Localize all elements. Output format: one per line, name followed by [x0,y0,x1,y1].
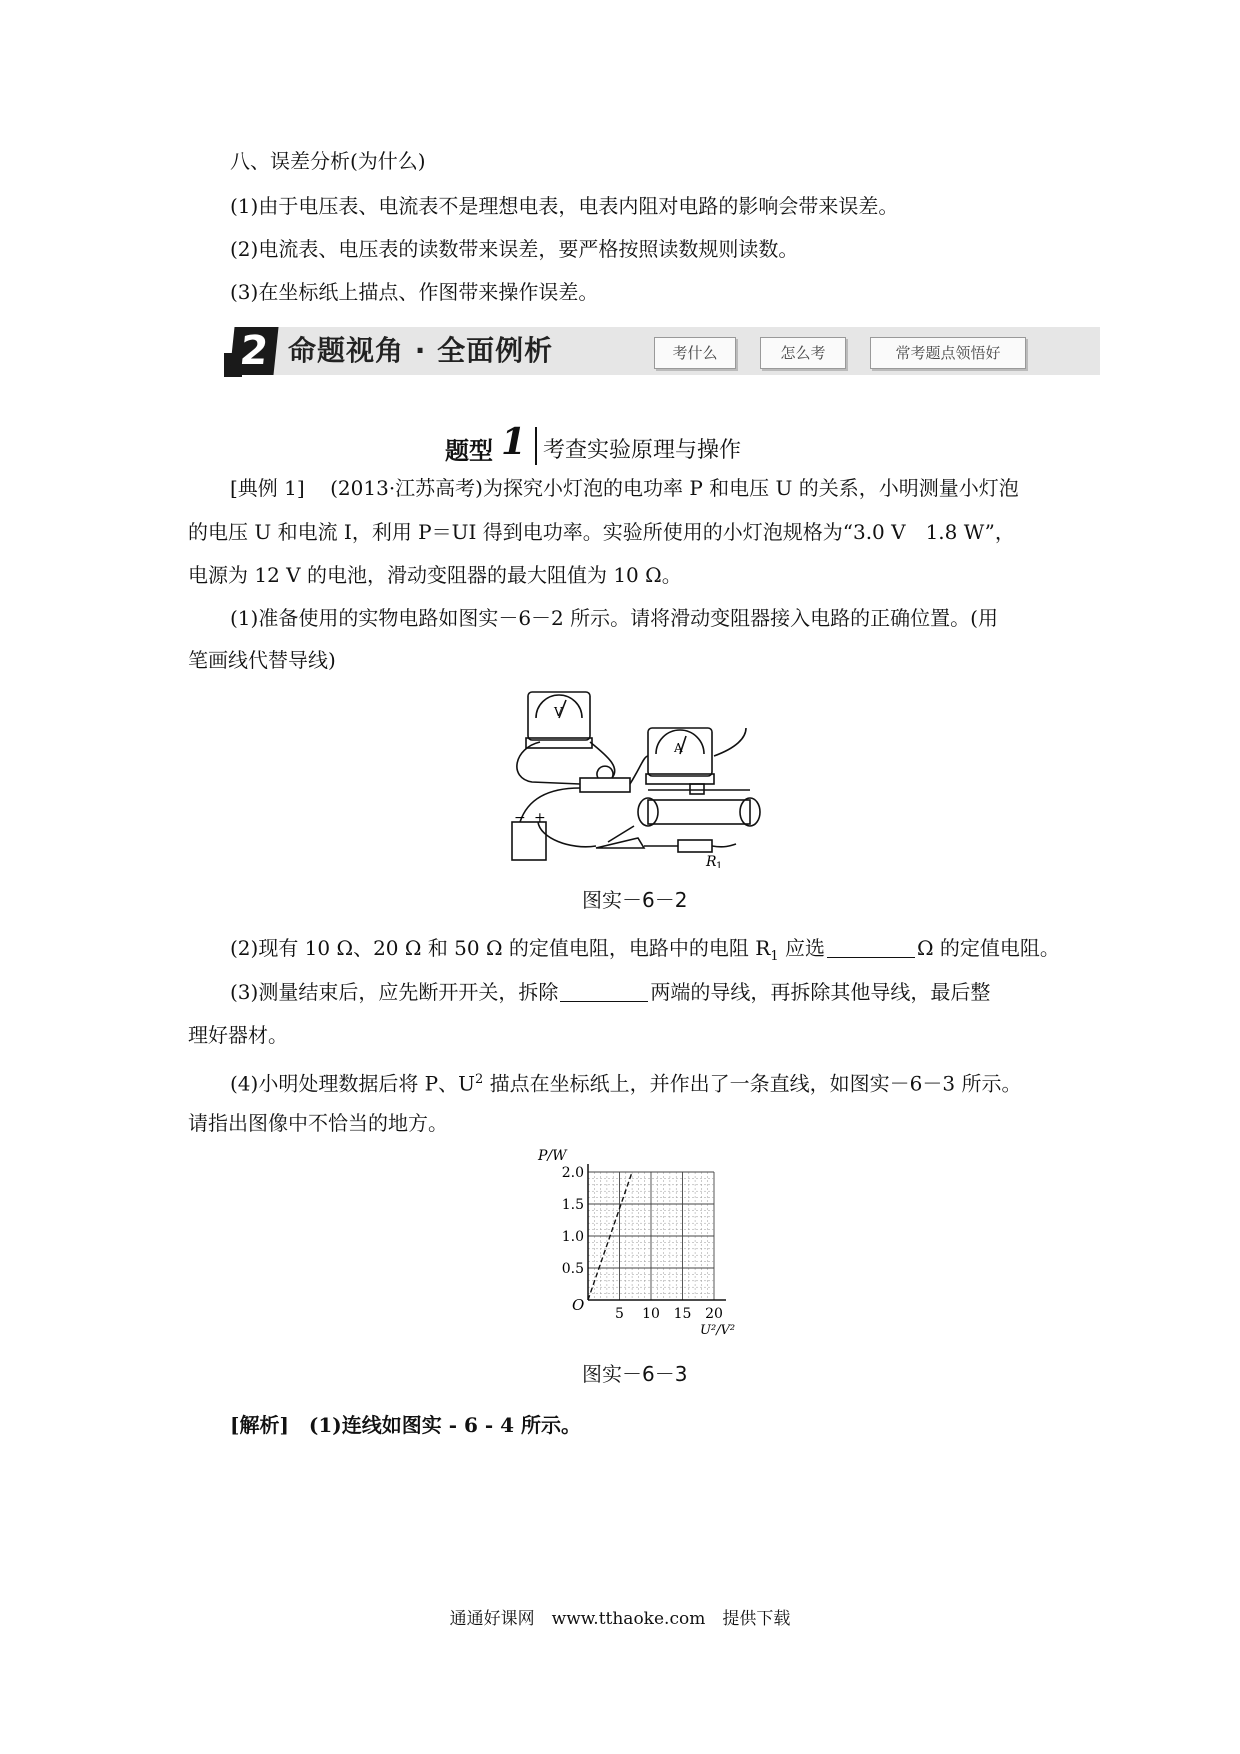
question-type-number: 1 [501,421,527,463]
question-type-title: 考查实验原理与操作 [543,438,742,463]
answer-blank-2[interactable] [827,937,915,958]
answer-blank-3[interactable] [560,981,648,1002]
error-item-2: (2)电流表、电压表的读数带来误差，要严格按照读数规则读数。 [230,237,799,261]
footer: 通通好课网 www.tthaoke.com 提供下载 [449,1609,791,1629]
resistor-label-sub: 1 [716,861,723,868]
y-tick-label: 1.5 [561,1197,584,1213]
question-2-subscript: 1 [770,949,779,964]
battery-plus-label: + [534,810,546,826]
question-4-text-a: (4)小明处理数据后将 P、U [230,1071,475,1096]
x-axis-label: U²/V² [700,1323,736,1338]
chart-grid [588,1172,714,1300]
question-4-text-b: 描点在坐标纸上，并作出了一条直线，如图实－6－3 所示。 [483,1071,1022,1096]
lamp-board [580,778,630,792]
section-banner [236,327,1100,375]
question-type-label: 题型 [445,437,493,465]
rheostat-slider [690,784,704,794]
lamp-bulb [597,766,613,778]
x-tick-label: 15 [673,1306,692,1322]
circuit-figure [510,678,780,868]
example-line-3: 电源为 12 V 的电池，滑动变阻器的最大阻值为 10 Ω。 [188,563,682,587]
example-tag: [典例 1] [230,476,305,500]
error-item-3: (3)在坐标纸上描点、作图带来操作误差。 [230,280,599,304]
power-voltage-chart [520,1142,770,1342]
switch [596,838,644,848]
figure-1-caption: 图实－6－2 [582,888,688,912]
y-tick-label: 1.0 [561,1229,584,1245]
tab-what-to-test[interactable]: 考什么 [654,337,736,369]
resistor-label: R [706,854,717,868]
voltmeter-label: V [554,705,563,719]
banner-number: 2 [229,327,278,375]
tab-common-points[interactable]: 常考题点领悟好 [870,337,1026,369]
example-text-1: 为探究小灯泡的电功率 P 和电压 U 的关系，小明测量小灯泡 [483,476,1019,500]
question-3-line-1 [230,978,990,1006]
question-2-text-c: Ω 的定值电阻。 [916,936,1060,960]
question-2-text-b: 应选 [778,936,825,960]
figure-2-caption: 图实－6－3 [582,1362,688,1386]
question-4-line-2: 请指出图像中不恰当的地方。 [188,1111,448,1135]
x-tick-label: 5 [615,1306,624,1322]
battery-minus-label: − [514,810,526,826]
question-3-text-a: (3)测量结束后，应先断开开关，拆除 [230,980,559,1004]
question-1-line-2: 笔画线代替导线) [188,648,336,672]
x-tick-label: 10 [642,1306,660,1322]
error-item-1: (1)由于电压表、电流表不是理想电表，电表内阻对电路的影响会带来误差。 [230,194,899,218]
solution-text: [解析] (1)连线如图实 - 6 - 4 所示。 [230,1413,582,1437]
question-4-superscript: 2 [475,1072,484,1087]
example-source: (2013·江苏高考) [330,476,483,500]
question-3-line-2: 理好器材。 [188,1023,288,1047]
question-1-line-1: (1)准备使用的实物电路如图实－6－2 所示。请将滑动变阻器接入电路的正确位置。(用 [230,606,998,630]
y-tick-label: 0.5 [561,1261,584,1277]
y-axis-label: P/W [538,1148,567,1164]
question-2-text-a: (2)现有 10 Ω、20 Ω 和 50 Ω 的定值电阻，电路中的电阻 R [230,936,771,960]
x-tick-label: 20 [705,1306,723,1322]
banner-title: 命题视角 · 全面例析 [288,334,554,367]
example-line-2: 的电压 U 和电流 I，利用 P＝UI 得到电功率。实验所使用的小灯泡规格为“3.0 V 1.8 W”， [188,520,1015,544]
y-tick-label: 2.0 [561,1165,584,1181]
resistor-r1 [678,840,712,852]
origin-label: O [572,1296,585,1314]
battery [512,822,546,860]
tab-how-to-test[interactable]: 怎么考 [760,337,846,369]
question-4-line-1 [230,1066,1021,1098]
rheostat-coil [648,800,750,824]
question-3-text-b: 两端的导线，再拆除其他导线，最后整 [650,980,991,1004]
example-line-1 [230,474,1019,502]
heading-divider [535,427,537,465]
question-2 [230,934,1060,971]
error-analysis-heading: 八、误差分析(为什么) [230,149,426,173]
ammeter-label: A [674,741,683,755]
